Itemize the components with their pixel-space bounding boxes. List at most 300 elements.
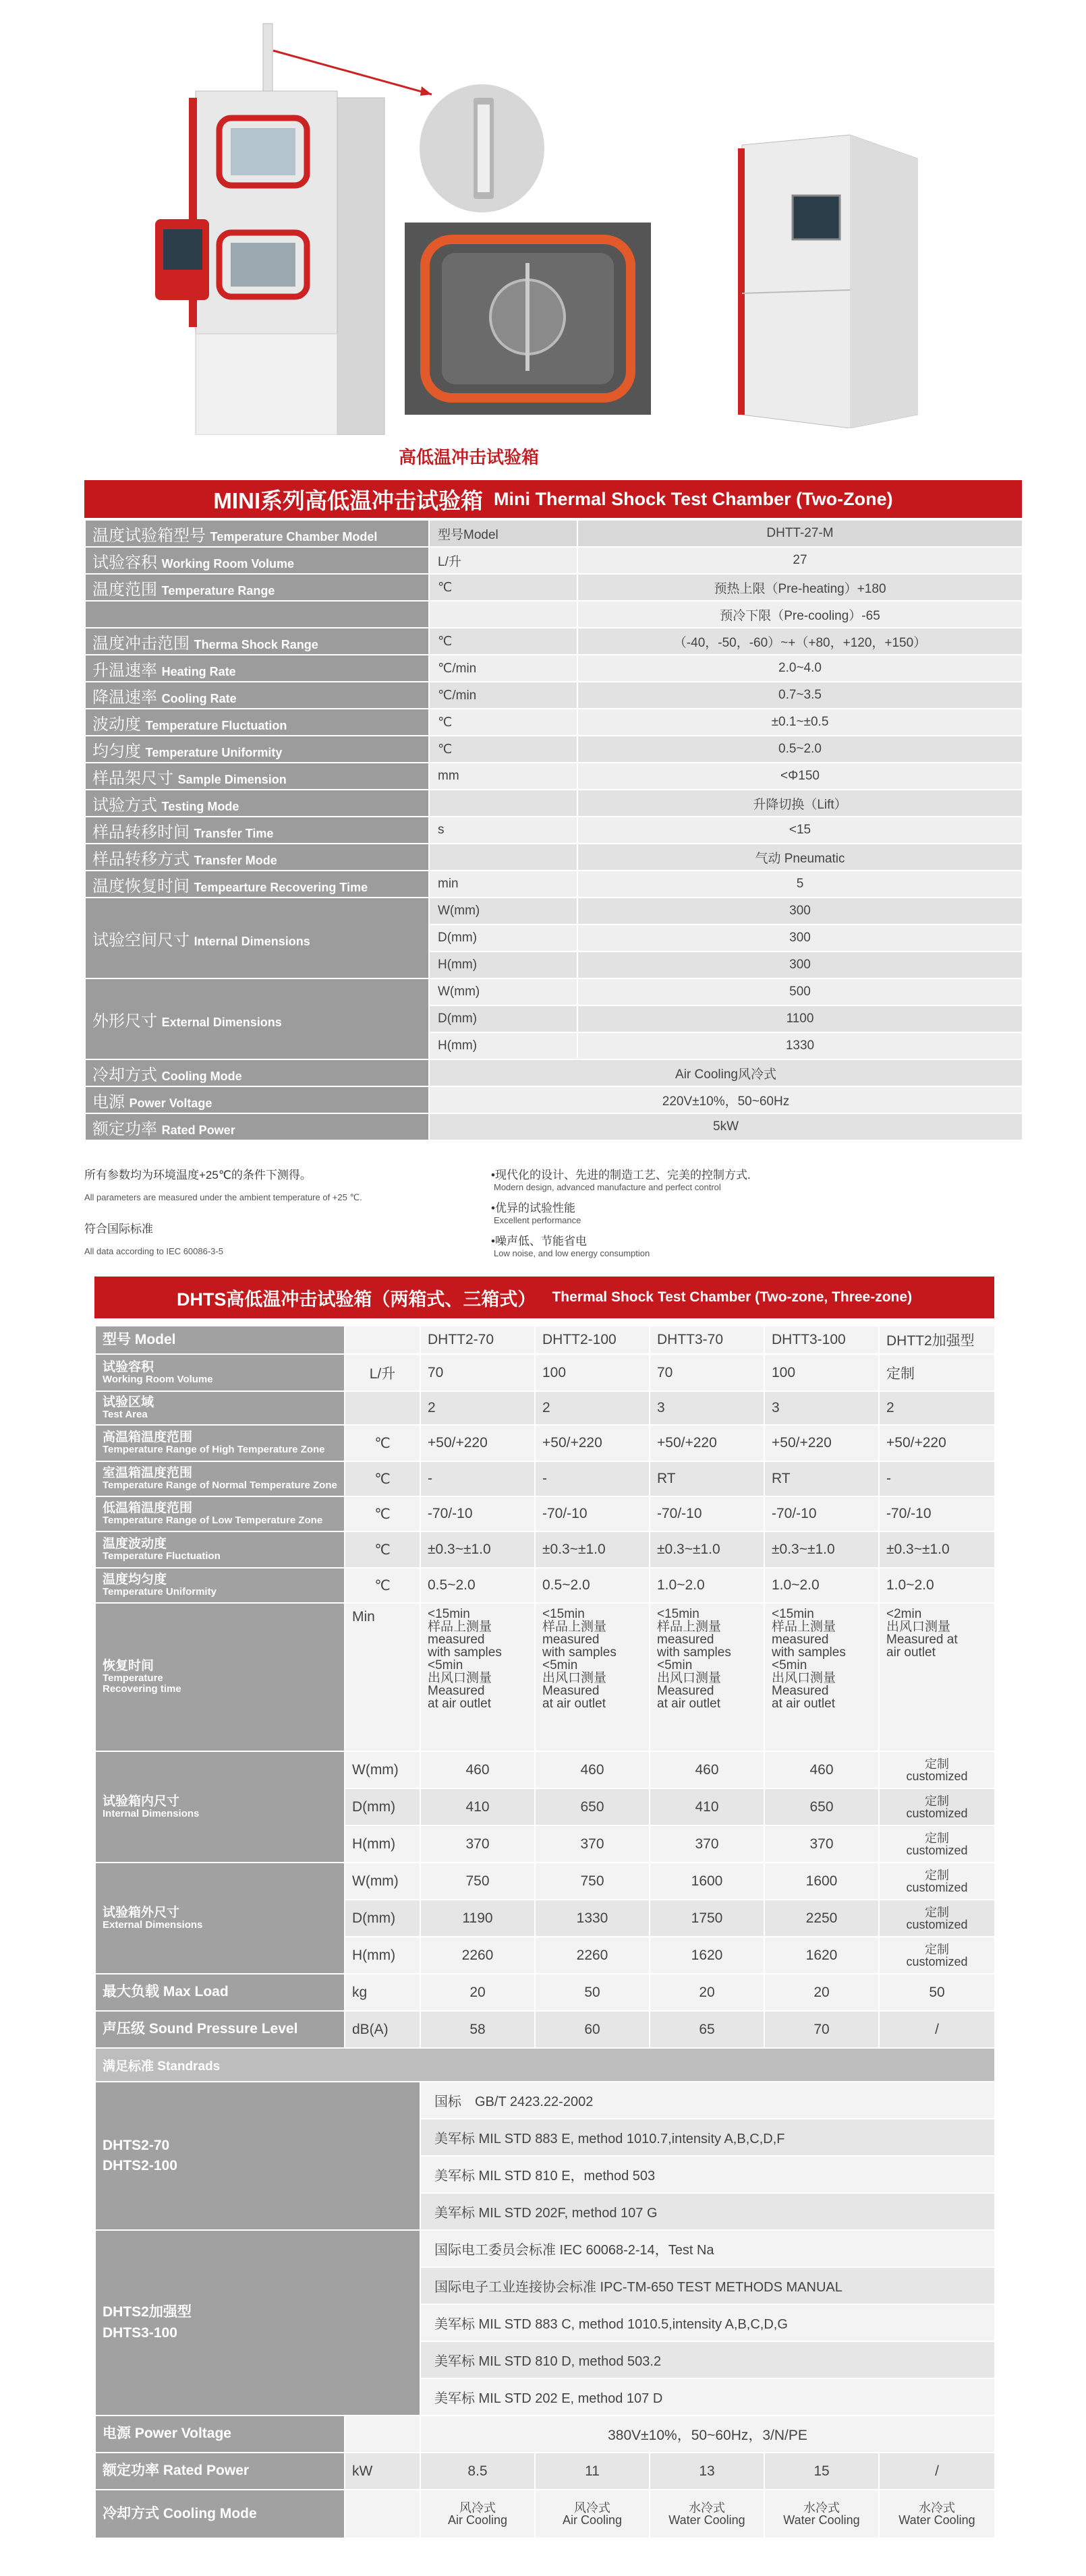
spec-value: （-40，-50，-60）~+（+80，+120，+150） <box>577 628 1023 655</box>
dimension-unit: W(mm) <box>429 978 577 1005</box>
section1-title-bar <box>84 480 1022 518</box>
value: 1620 <box>764 1937 879 1974</box>
value: -70/-10 <box>420 1496 535 1531</box>
customized-cn: 定制 <box>925 1942 949 1956</box>
spec-unit <box>429 844 577 871</box>
spec-row-2-label-cn: 温度范围 <box>92 580 157 599</box>
value: 2 <box>535 1391 650 1425</box>
value: 1330 <box>535 1900 650 1937</box>
cooling-cn: 水冷式 <box>919 2501 955 2515</box>
recovery-value <box>420 1603 535 1751</box>
model-header-row <box>95 1326 995 1354</box>
spec-row-13-label-en: Tempearture Recovering Time <box>194 880 368 894</box>
standards-header-row <box>95 2048 995 2082</box>
spec-row <box>85 520 1023 547</box>
cooling-value <box>650 2490 764 2538</box>
spec-row-13-label <box>85 871 429 898</box>
spec-unit: ℃ <box>429 574 577 601</box>
row-label-3-en: Temperature Range of Normal Temperature Zone <box>103 1480 337 1492</box>
value: 13 <box>650 2453 764 2490</box>
standard-model: DHTS2-100 <box>103 2158 177 2173</box>
value: / <box>879 2453 995 2490</box>
value: 20 <box>764 1974 879 2011</box>
recovery-line: air outlet <box>886 1645 936 1660</box>
standard-item: 美军标 MIL STD 202F, method 107 G <box>420 2193 995 2230</box>
dimension-value: 1100 <box>577 1005 1023 1032</box>
feature-design-cn: •现代化的设计、先进的制造工艺、完美的控制方式. <box>491 1169 751 1181</box>
recovery-line: 出风口测量 <box>428 1671 492 1685</box>
spec-row-8-label-en: Temperature Uniformity <box>145 745 283 759</box>
spec-value: 5kW <box>429 1113 1023 1140</box>
value: 370 <box>420 1825 535 1863</box>
standard-model: DHTS3-100 <box>103 2324 177 2341</box>
spec-row-4-label-cn: 温度冲击范围 <box>92 634 190 653</box>
spec-row-11-label <box>85 817 429 844</box>
spec-row <box>95 1496 995 1531</box>
internal-dimensions-label-en: Internal Dimensions <box>103 1807 200 1819</box>
value: ±0.3~±1.0 <box>650 1531 764 1568</box>
value: +50/+220 <box>650 1425 764 1461</box>
max-load-label-cn: 最大负载 <box>103 1984 159 2000</box>
dimension-unit: H(mm) <box>429 1032 577 1059</box>
recovery-line: measured <box>772 1633 829 1647</box>
value: 100 <box>764 1354 879 1391</box>
spec-row <box>85 709 1023 736</box>
value: 100 <box>535 1354 650 1391</box>
row-label-6 <box>95 1568 345 1603</box>
spec-unit: ℃ <box>429 628 577 655</box>
recovery-line: <5min <box>428 1658 463 1672</box>
value: 460 <box>535 1751 650 1788</box>
value: - <box>535 1461 650 1496</box>
spec-row-6-label-cn: 降温速率 <box>92 688 157 707</box>
spec-row-12-label-en: Transfer Mode <box>194 853 277 867</box>
note-standard-en: All data according to IEC 60086-3-5 <box>84 1246 223 1256</box>
unit: W(mm) <box>345 1751 420 1788</box>
standard-item: 美军标 MIL STD 883 C, method 1010.5,intensity A,B,C,D,G <box>420 2304 995 2341</box>
tail-row-2-label <box>85 1113 429 1140</box>
spec-row-5-label <box>85 655 429 682</box>
value: 58 <box>420 2011 535 2048</box>
value: +50/+220 <box>879 1425 995 1461</box>
cooling-cn: 风冷式 <box>459 2501 496 2515</box>
dimension-unit: D(mm) <box>429 925 577 952</box>
spec-value: 5 <box>577 871 1023 898</box>
max-load-row <box>95 1974 995 2011</box>
unit <box>345 1391 420 1425</box>
spec-row-5-label-en: Heating Rate <box>161 664 236 678</box>
customized-en: customized <box>906 1843 968 1857</box>
recovery-label-en2: Recovering time <box>103 1682 181 1695</box>
customized-cn: 定制 <box>925 1868 949 1882</box>
dimension-unit: W(mm) <box>429 898 577 925</box>
value: 70 <box>650 1354 764 1391</box>
recovery-line: <5min <box>542 1658 578 1672</box>
value: 70 <box>764 2011 879 2048</box>
customized-value <box>879 1751 995 1788</box>
value: +50/+220 <box>535 1425 650 1461</box>
spec-row-7-label-en: Temperature Fluctuation <box>145 718 287 732</box>
spec-row-9-label-en: Sample Dimension <box>177 772 287 786</box>
value: 11 <box>535 2453 650 2490</box>
dimension-row <box>95 1863 995 1900</box>
spec-row-10-label-cn: 试验方式 <box>92 796 157 815</box>
internal-dimensions-label-en: Internal Dimensions <box>194 934 310 948</box>
internal-dimensions-label-cn: 试验箱内尺寸 <box>103 1794 180 1809</box>
spec-row-7-label <box>85 709 429 736</box>
external-dimensions-label-cn: 试验箱外尺寸 <box>103 1905 180 1920</box>
recovery-row <box>95 1603 995 1751</box>
spec-row <box>85 736 1023 763</box>
row-label-3 <box>95 1461 345 1496</box>
recovery-line: Measured at <box>886 1633 958 1647</box>
dimension-value: 300 <box>577 925 1023 952</box>
spec-row <box>95 1391 995 1425</box>
value: 460 <box>764 1751 879 1788</box>
spec-value: 0.5~2.0 <box>577 736 1023 763</box>
spec-row-1-label <box>85 547 429 574</box>
sound-pressure-label-cn: 声压级 <box>103 2021 145 2037</box>
internal-dimensions-label-cn: 试验空间尺寸 <box>92 931 190 949</box>
value: 15 <box>764 2453 879 2490</box>
spec-row-12-label-cn: 样品转移方式 <box>92 850 190 869</box>
dimension-value: 300 <box>577 898 1023 925</box>
recovery-line: measured <box>542 1633 600 1647</box>
value: 370 <box>650 1825 764 1863</box>
sound-pressure-row <box>95 2011 995 2048</box>
spec-value: 27 <box>577 547 1023 574</box>
standard-row <box>95 2230 995 2267</box>
internal-dimensions-label <box>95 1751 345 1863</box>
unit: D(mm) <box>345 1900 420 1937</box>
recovery-line: <15min <box>772 1607 814 1621</box>
row-label-2 <box>95 1425 345 1461</box>
external-dimensions-label <box>95 1863 345 1974</box>
cooling-label <box>95 2490 345 2538</box>
customized-en: customized <box>906 1954 968 1968</box>
unit: Min <box>345 1603 420 1751</box>
sound-pressure-label-en: Sound Pressure Level <box>148 2021 298 2037</box>
power-label-en: Power Voltage <box>134 2426 231 2442</box>
spec-row-12-label <box>85 844 429 871</box>
spec-row <box>85 547 1023 574</box>
recovery-line: Measured <box>428 1684 485 1698</box>
customized-value <box>879 1825 995 1863</box>
row-label-6-cn: 温度均匀度 <box>103 1573 167 1587</box>
spec-row-1-label-en: Working Room Volume <box>161 556 295 570</box>
spec-row <box>95 1568 995 1603</box>
value: 1.0~2.0 <box>879 1568 995 1603</box>
row-label-5-en: Temperature Fluctuation <box>103 1550 221 1562</box>
recovery-line: 出风口测量 <box>886 1620 951 1634</box>
unit: H(mm) <box>345 1937 420 1974</box>
customized-cn: 定制 <box>925 1794 949 1808</box>
recovery-line: measured <box>657 1633 714 1647</box>
note-ambient-en: All parameters are measured under the ambient temperature of +25 ℃. <box>84 1192 362 1202</box>
spec-row <box>85 817 1023 844</box>
recovery-line: 样品上测量 <box>772 1620 836 1634</box>
customized-value <box>879 1937 995 1974</box>
spec-value: 220V±10%，50~60Hz <box>429 1086 1023 1113</box>
customized-value <box>879 1900 995 1937</box>
photo-caption: 高低温冲击试验箱 <box>398 447 539 467</box>
recovery-value <box>650 1603 764 1751</box>
unit: ℃ <box>345 1461 420 1496</box>
recovery-line: at air outlet <box>772 1697 835 1711</box>
dimension-unit: D(mm) <box>429 1005 577 1032</box>
customized-value <box>879 1863 995 1900</box>
customized-en: customized <box>906 1880 968 1894</box>
value: 0.5~2.0 <box>420 1568 535 1603</box>
dimension-unit: H(mm) <box>429 952 577 978</box>
tail-row-2-label-en: Rated Power <box>161 1123 235 1137</box>
spec-row <box>85 1086 1023 1113</box>
row-label-1-cn: 试验区域 <box>103 1395 154 1410</box>
cooling-label-en: Cooling Mode <box>163 2505 257 2521</box>
cooling-value <box>420 2490 535 2538</box>
power-value: 380V±10%，50~60Hz，3/N/PE <box>420 2416 995 2453</box>
power-row <box>95 2416 995 2453</box>
cooling-en: Water Cooling <box>668 2513 745 2527</box>
internal-dimensions-label <box>85 898 429 978</box>
row-label-4 <box>95 1496 345 1531</box>
spec-value: <Φ150 <box>577 763 1023 790</box>
cooling-cn: 风冷式 <box>574 2501 610 2515</box>
value: 8.5 <box>420 2453 535 2490</box>
rated-power-row <box>95 2453 995 2490</box>
standards-label: 满足标准 Standrads <box>95 2048 995 2082</box>
value: 370 <box>764 1825 879 1863</box>
value: 460 <box>650 1751 764 1788</box>
model-label: 型号 Model <box>95 1326 345 1354</box>
row-label-4-cn: 低温箱温度范围 <box>103 1501 193 1516</box>
value: -70/-10 <box>535 1496 650 1531</box>
spec-unit: min <box>429 871 577 898</box>
spec-unit: ℃ <box>429 736 577 763</box>
value: / <box>879 2011 995 2048</box>
row-label-5 <box>95 1531 345 1568</box>
customized-cn: 定制 <box>925 1831 949 1845</box>
spec-row-13-label-cn: 温度恢复时间 <box>92 877 190 896</box>
spec-unit: mm <box>429 763 577 790</box>
unit: kg <box>345 1974 420 2011</box>
value: 2 <box>420 1391 535 1425</box>
rated-label-cn: 额定功率 <box>103 2463 159 2479</box>
note-standard-cn: 符合国际标准 <box>84 1223 153 1235</box>
value: 1190 <box>420 1900 535 1937</box>
row-label-2-en: Temperature Range of High Temperature Zone <box>103 1444 325 1456</box>
value: ±0.3~±1.0 <box>764 1531 879 1568</box>
spec-unit: L/升 <box>429 547 577 574</box>
section2-title-en: Thermal Shock Test Chamber (Two-zone, Three-zone) <box>552 1289 913 1305</box>
spec-row-0-label-cn: 温度试验箱型号 <box>92 526 206 545</box>
value: 750 <box>535 1863 650 1900</box>
customized-cn: 定制 <box>925 1757 949 1771</box>
value: -70/-10 <box>650 1496 764 1531</box>
cooling-label-cn: 冷却方式 <box>103 2505 159 2521</box>
row-label-0-cn: 试验容积 <box>103 1359 154 1374</box>
feature-performance-en: Excellent performance <box>494 1215 581 1225</box>
standard-item: 美军标 MIL STD 202 E, method 107 D <box>420 2378 995 2416</box>
standard-item: 美军标 MIL STD 883 E, method 1010.7,intensity A,B,C,D,F <box>420 2119 995 2156</box>
value: 50 <box>879 1974 995 2011</box>
value: ±0.3~±1.0 <box>879 1531 995 1568</box>
unit: kW <box>345 2453 420 2490</box>
value: +50/+220 <box>420 1425 535 1461</box>
recovery-label <box>95 1603 345 1751</box>
chamber-interior-photo <box>405 223 651 415</box>
row-label-3-cn: 室温箱温度范围 <box>103 1466 193 1481</box>
tail-row-1-label-en: Power Voltage <box>129 1096 212 1110</box>
spec-row-8-label <box>85 736 429 763</box>
tail-row-1-label <box>85 1086 429 1113</box>
spec-row <box>95 1354 995 1391</box>
tail-row-2-label-cn: 额定功率 <box>92 1119 157 1138</box>
recovery-line: at air outlet <box>542 1697 606 1711</box>
recovery-line: 出风口测量 <box>657 1671 722 1685</box>
rated-label-en: Rated Power <box>163 2463 250 2479</box>
value: ±0.3~±1.0 <box>420 1531 535 1568</box>
row-label-6-en: Temperature Uniformity <box>103 1586 217 1598</box>
sample-rack-photo <box>420 84 544 212</box>
recovery-line: <15min <box>428 1607 470 1621</box>
cooling-en: Water Cooling <box>783 2513 860 2527</box>
unit: ℃ <box>345 1531 420 1568</box>
value: 410 <box>420 1788 535 1825</box>
max-load-label-en: Max Load <box>163 1984 229 2000</box>
value: 2260 <box>535 1937 650 1974</box>
value: 20 <box>650 1974 764 2011</box>
recovery-label-cn: 恢复时间 <box>103 1659 154 1674</box>
customized-cn: 定制 <box>925 1905 949 1919</box>
spec-row-4-label-en: Therma Shock Range <box>194 637 318 651</box>
value: 3 <box>764 1391 879 1425</box>
spec-row <box>85 628 1023 655</box>
dimension-row <box>95 1751 995 1788</box>
value: 2260 <box>420 1937 535 1974</box>
tail-row-0-label-en: Cooling Mode <box>161 1069 242 1083</box>
spec-row-1-label-cn: 试验容积 <box>92 553 157 572</box>
note-ambient-cn: 所有参数均为环境温度+25℃的条件下测得。 <box>84 1169 312 1181</box>
spec-value: <15 <box>577 817 1023 844</box>
power-label <box>95 2416 345 2453</box>
spec-row <box>85 978 1023 1005</box>
value: 410 <box>650 1788 764 1825</box>
spec-unit: ℃/min <box>429 682 577 709</box>
unit: dB(A) <box>345 2011 420 2048</box>
spec-unit <box>429 790 577 817</box>
standard-item: 国标 GB/T 2423.22-2002 <box>420 2082 995 2119</box>
spec-row-11-label-en: Transfer Time <box>194 826 274 840</box>
spec-row-0-label-en: Temperature Chamber Model <box>210 529 378 544</box>
product-photo-two-zone-chamber <box>728 131 931 428</box>
recovery-line: at air outlet <box>428 1697 491 1711</box>
spec-row-8-label-cn: 均匀度 <box>92 742 141 761</box>
value: 0.5~2.0 <box>535 1568 650 1603</box>
dimension-value: 1330 <box>577 1032 1023 1059</box>
unit: ℃ <box>345 1496 420 1531</box>
spec-value: 预热上限（Pre-heating）+180 <box>577 574 1023 601</box>
value: 1600 <box>650 1863 764 1900</box>
unit: D(mm) <box>345 1788 420 1825</box>
spec-row-9-label-cn: 样品架尺寸 <box>92 769 173 788</box>
dimension-value: 300 <box>577 952 1023 978</box>
spec-row-9-label <box>85 763 429 790</box>
value: 460 <box>420 1751 535 1788</box>
section2-title-cn: DHTS高低温冲击试验箱（两箱式、三箱式） <box>176 1289 536 1310</box>
spec-row-4-label <box>85 628 429 655</box>
spec-row-2-label <box>85 574 429 601</box>
cooling-value <box>879 2490 995 2538</box>
spec-value: DHTT-27-M <box>577 520 1023 547</box>
spec-value: 2.0~4.0 <box>577 655 1023 682</box>
recovery-line: with samples <box>657 1645 731 1660</box>
recovery-line: 样品上测量 <box>542 1620 607 1634</box>
row-label-0-en: Working Room Volume <box>103 1373 213 1385</box>
value: -70/-10 <box>879 1496 995 1531</box>
value: 65 <box>650 2011 764 2048</box>
recovery-line: measured <box>428 1633 485 1647</box>
spec-row <box>85 790 1023 817</box>
section2-title-bar <box>94 1277 994 1318</box>
spec-row-11-label-cn: 样品转移时间 <box>92 823 190 842</box>
spec-row <box>85 574 1023 601</box>
recovery-line: Measured <box>542 1684 600 1698</box>
spec-unit: ℃/min <box>429 655 577 682</box>
spec-row-6-label-en: Cooling Rate <box>161 691 237 705</box>
value: 70 <box>420 1354 535 1391</box>
section1-title-cn: MINI系列高低温冲击试验箱 <box>213 488 484 513</box>
value: -70/-10 <box>764 1496 879 1531</box>
spec-row-7-label-cn: 波动度 <box>92 715 141 734</box>
value: 3 <box>650 1391 764 1425</box>
unit: ℃ <box>345 1568 420 1603</box>
spec-row <box>85 1059 1023 1086</box>
max-load-label <box>95 1974 345 2011</box>
spec-row-2-label-en: Temperature Range <box>161 583 275 597</box>
cooling-row <box>95 2490 995 2538</box>
recovery-line: with samples <box>542 1645 617 1660</box>
mini-spec-table <box>84 519 1023 1141</box>
recovery-line: with samples <box>772 1645 846 1660</box>
model-name: DHTT3-100 <box>764 1326 879 1354</box>
cooling-en: Water Cooling <box>898 2513 975 2527</box>
recovery-line: 出风口测量 <box>772 1671 836 1685</box>
spec-row-0-label <box>85 520 429 547</box>
spec-row <box>85 871 1023 898</box>
recovery-label-en1: Temperature <box>103 1672 163 1685</box>
spec-row <box>95 1425 995 1461</box>
spec-value: 0.7~3.5 <box>577 682 1023 709</box>
customized-value <box>879 1788 995 1825</box>
feature-noise-cn: •噪声低、节能省电 <box>491 1235 587 1248</box>
standard-item: 美军标 MIL STD 810 D, method 503.2 <box>420 2341 995 2378</box>
spec-unit: 型号Model <box>429 520 577 547</box>
customized-en: customized <box>906 1806 968 1820</box>
recovery-value <box>535 1603 650 1751</box>
rated-label <box>95 2453 345 2490</box>
recovery-line: at air outlet <box>657 1697 720 1711</box>
power-label-cn: 电源 <box>103 2426 131 2442</box>
cooling-cn: 水冷式 <box>803 2501 840 2515</box>
spec-row <box>85 898 1023 925</box>
feature-noise-en: Low noise, and low energy consumption <box>494 1248 650 1258</box>
customized-en: customized <box>906 1769 968 1783</box>
row-label-4-en: Temperature Range of Low Temperature Zone <box>103 1515 323 1527</box>
customized-en: customized <box>906 1917 968 1931</box>
model-name: DHTT2-100 <box>535 1326 650 1354</box>
row-label-5-cn: 温度波动度 <box>103 1537 167 1552</box>
